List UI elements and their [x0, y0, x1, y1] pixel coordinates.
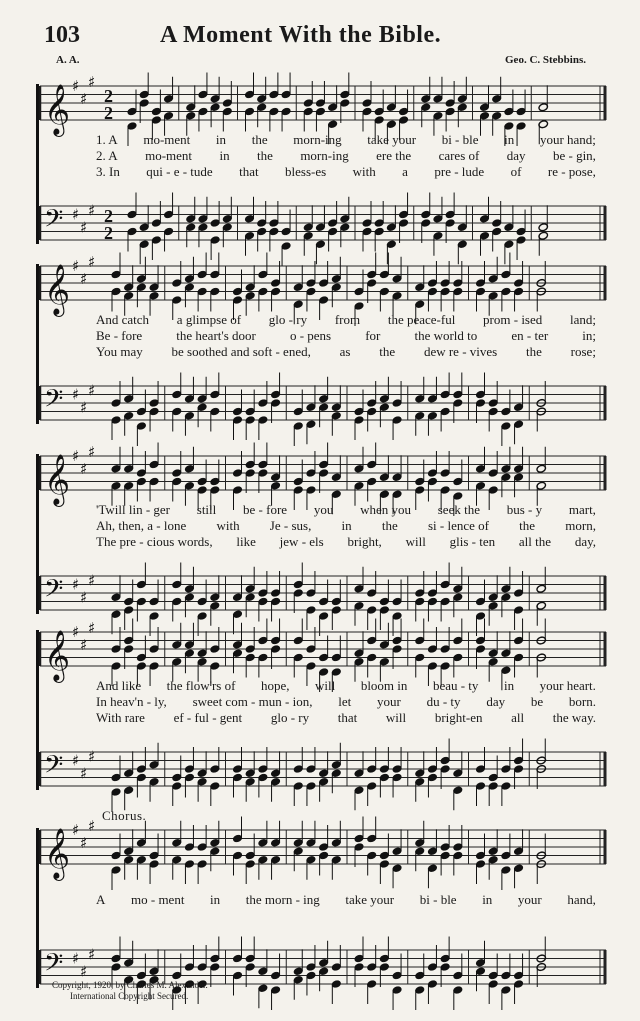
lyric-syllable: when you	[360, 502, 411, 517]
treble-clef-icon: 𝄞	[44, 828, 71, 879]
lyric-syllable: Je - sus,	[269, 518, 312, 533]
lyric-syllable: in	[341, 518, 352, 533]
lyric-line	[96, 502, 596, 517]
copyright-notice	[52, 980, 208, 1002]
key-sharp-icon: ♯	[88, 201, 96, 220]
key-sharp-icon: ♯	[88, 252, 96, 271]
lyric-syllable: in	[482, 892, 493, 907]
lyric-syllable: ere the	[376, 148, 412, 163]
key-sharp-icon: ♯	[80, 764, 88, 783]
lyric-syllable: the	[251, 132, 268, 147]
lyric-syllable: mo - ment	[131, 892, 185, 907]
lyric-syllable: o - pens	[289, 328, 332, 343]
lyric-syllable: in	[503, 678, 515, 693]
time-signature: 2	[104, 86, 113, 106]
key-sharp-icon: ♯	[72, 623, 80, 641]
lyric-syllable: pre - lude	[434, 164, 485, 179]
lyric-syllable: still	[196, 502, 217, 517]
lyric-syllable: And catch	[96, 312, 150, 327]
key-sharp-icon: ♯	[72, 821, 80, 839]
lyric-syllable: let	[338, 694, 352, 709]
key-sharp-icon: ♯	[88, 571, 96, 590]
bass-clef-icon: 𝄢	[44, 384, 64, 420]
treble-staff	[38, 816, 610, 879]
lyric-syllable: your	[517, 892, 542, 907]
lyric-syllable: in;	[582, 328, 596, 343]
lyric-syllable: land;	[570, 312, 596, 327]
lyric-syllable: in	[210, 892, 221, 907]
key-sharp-icon: ♯	[88, 747, 96, 766]
bass-staff	[38, 748, 610, 790]
lyric-syllable: a	[402, 164, 408, 179]
lyric-syllable: morn-ing	[293, 132, 342, 147]
key-sharp-icon: ♯	[88, 442, 96, 461]
lyric-line	[96, 328, 596, 343]
key-sharp-icon: ♯	[72, 77, 80, 95]
lyric-syllable: jew - els	[279, 534, 324, 549]
bass-staff	[38, 202, 610, 244]
lyric-syllable: bus - y	[506, 502, 543, 517]
lyric-syllable: the	[519, 518, 536, 533]
lyric-syllable: that	[337, 710, 358, 725]
treble-clef-icon: 𝄞	[44, 630, 71, 681]
lyric-syllable: the	[381, 518, 398, 533]
lyric-syllable: bloom in	[360, 678, 408, 693]
key-sharp-icon: ♯	[72, 205, 80, 224]
key-sharp-icon: ♯	[80, 398, 88, 417]
key-sharp-icon: ♯	[88, 381, 96, 400]
lyric-syllable: the	[257, 148, 273, 163]
lyric-syllable: your	[376, 694, 401, 709]
lyric-syllable: day	[506, 148, 526, 163]
lyric-syllable: be	[530, 694, 544, 709]
treble-staff	[38, 72, 610, 135]
lyric-syllable: The pre - cious words,	[96, 534, 213, 549]
lyric-syllable: beau - ty	[432, 678, 479, 693]
lyric-syllable: Ah, then, a - lone	[96, 518, 187, 533]
lyric-syllable: the way.	[552, 710, 596, 725]
lyric-syllable: born.	[568, 694, 596, 709]
music-credit: Geo. C. Stebbins.	[505, 54, 586, 66]
key-sharp-icon: ♯	[88, 72, 96, 91]
lyric-line	[96, 344, 596, 359]
lyric-syllable: be - fore	[243, 502, 288, 517]
lyric-syllable: dew re - vives	[423, 344, 498, 359]
lyric-line	[96, 892, 596, 907]
lyric-syllable: glo - ry	[270, 710, 310, 725]
lyric-syllable: With rare	[96, 710, 145, 725]
key-sharp-icon: ♯	[80, 218, 88, 237]
hymn-title: A Moment With the Bible.	[160, 22, 442, 48]
copyright-line: Copyright, 1920, by Charles M. Alexander.	[52, 980, 208, 990]
treble-clef-icon: 𝄞	[44, 84, 71, 135]
lyric-syllable: glo - ry	[268, 312, 308, 327]
lyric-syllable: si - lence of	[427, 518, 489, 533]
lyric-syllable: seek the	[437, 502, 480, 517]
treble-staff	[38, 618, 610, 681]
lyric-syllable: bright-en	[434, 710, 483, 725]
lyric-syllable: glis - ten	[449, 534, 496, 549]
lyric-line	[96, 694, 596, 709]
treble-clef-icon: 𝄞	[44, 264, 71, 315]
lyric-syllable: the	[526, 344, 542, 359]
lyric-syllable: the heart's door	[176, 328, 256, 343]
lyric-syllable: in	[215, 132, 227, 147]
key-sharp-icon: ♯	[80, 588, 88, 607]
lyric-line	[96, 132, 596, 147]
lyric-syllable: in	[504, 132, 515, 147]
lyric-syllable: morn,	[565, 518, 596, 533]
lyric-syllable: with	[352, 164, 376, 179]
lyric-syllable: re - pose,	[547, 164, 596, 179]
lyric-syllable: be soothed and soft - ened,	[171, 344, 311, 359]
lyric-syllable: 2. A	[96, 148, 118, 163]
lyric-syllable: the	[379, 344, 396, 359]
lyric-syllable: morn-ing	[300, 148, 349, 163]
lyric-syllable: You may	[96, 344, 143, 359]
lyric-syllable: day	[486, 694, 506, 709]
time-signature: 2	[104, 103, 113, 123]
lyric-syllable: take your	[345, 892, 395, 907]
lyric-syllable: And like	[96, 678, 142, 693]
lyric-syllable: from	[334, 312, 361, 327]
treble-staff	[38, 442, 610, 505]
lyric-syllable: prom - ised	[483, 312, 543, 327]
bass-clef-icon: 𝄢	[44, 574, 64, 610]
lyric-syllable: your hand;	[539, 132, 596, 147]
key-sharp-icon: ♯	[80, 833, 88, 852]
treble-clef-icon: 𝄞	[44, 454, 71, 505]
key-sharp-icon: ♯	[72, 257, 80, 275]
lyric-syllable: will	[385, 710, 407, 725]
lyric-syllable: with	[216, 518, 240, 533]
key-sharp-icon: ♯	[88, 945, 96, 964]
lyric-syllable: bi - ble	[441, 132, 479, 147]
lyric-syllable: in	[219, 148, 230, 163]
lyric-syllable: like	[236, 534, 256, 549]
key-sharp-icon: ♯	[72, 447, 80, 465]
lyric-syllable: bless-es	[285, 164, 327, 179]
lyric-syllable: In heav'n - ly,	[96, 694, 167, 709]
lyric-syllable: as	[339, 344, 351, 359]
lyric-syllable: of	[510, 164, 522, 179]
lyric-syllable: the flow'rs of	[166, 678, 236, 693]
lyric-syllable: qui - e - tude	[146, 164, 213, 179]
treble-staff	[38, 252, 610, 315]
lyric-syllable: the world to	[414, 328, 478, 343]
key-sharp-icon: ♯	[80, 269, 88, 288]
key-sharp-icon: ♯	[80, 89, 88, 108]
lyric-syllable: bi - ble	[419, 892, 457, 907]
key-sharp-icon: ♯	[88, 618, 96, 637]
lyric-syllable: all	[511, 710, 525, 725]
lyric-line	[96, 148, 596, 163]
lyric-syllable: hope,	[260, 678, 290, 693]
hymn-number: 103	[44, 22, 80, 48]
lyric-line	[96, 312, 596, 327]
lyric-syllable: for	[365, 328, 381, 343]
lyric-syllable: hand,	[567, 892, 596, 907]
lyric-syllable: du - ty	[426, 694, 461, 709]
chorus-label: Chorus.	[102, 808, 147, 823]
lyric-syllable: 'Twill lin - ger	[96, 502, 171, 517]
lyric-syllable: a glimpse of	[176, 312, 242, 327]
time-signature: 2	[104, 206, 113, 226]
lyric-syllable: ef - ful - gent	[173, 710, 243, 725]
key-sharp-icon: ♯	[72, 751, 80, 770]
bass-staff	[38, 572, 610, 614]
copyright-secured-line: International Copyright Secured.	[70, 991, 189, 1001]
lyric-syllable: day,	[574, 534, 596, 549]
lyric-line	[96, 710, 596, 725]
lyric-line	[96, 678, 596, 693]
lyric-line	[96, 518, 596, 533]
lyric-syllable: A	[96, 892, 106, 907]
lyric-syllable: will	[405, 534, 426, 549]
bass-staff	[38, 382, 610, 424]
lyric-syllable: rose;	[570, 344, 596, 359]
lyric-syllable: en - ter	[511, 328, 549, 343]
key-sharp-icon: ♯	[88, 816, 96, 835]
lyric-syllable: take your	[367, 132, 417, 147]
bass-clef-icon: 𝄢	[44, 204, 64, 240]
lyric-syllable: all the	[518, 534, 552, 549]
lyric-line	[96, 534, 596, 549]
key-sharp-icon: ♯	[80, 459, 88, 478]
key-sharp-icon: ♯	[80, 635, 88, 654]
key-sharp-icon: ♯	[72, 949, 80, 968]
lyric-syllable: mo-ment	[145, 148, 193, 163]
lyric-syllable: bright,	[347, 534, 382, 549]
key-sharp-icon: ♯	[72, 385, 80, 404]
lyric-syllable: that	[239, 164, 259, 179]
lyric-syllable: the morn - ing	[245, 892, 320, 907]
lyric-syllable: mart,	[568, 502, 596, 517]
lyric-line	[96, 164, 596, 179]
words-credit: A. A.	[56, 54, 80, 66]
time-signature: 2	[104, 223, 113, 243]
lyric-syllable: mo-ment	[143, 132, 191, 147]
lyric-syllable: 3. In	[96, 164, 120, 179]
lyric-syllable: be - gin,	[552, 148, 596, 163]
lyric-syllable: sweet com - mun - ion,	[192, 694, 313, 709]
key-sharp-icon: ♯	[72, 575, 80, 594]
lyric-syllable: will	[315, 678, 336, 693]
lyric-syllable: your heart.	[539, 678, 596, 693]
bass-clef-icon: 𝄢	[44, 948, 64, 984]
lyric-syllable: the peace-ful	[387, 312, 456, 327]
key-sharp-icon: ♯	[80, 962, 88, 981]
bass-clef-icon: 𝄢	[44, 750, 64, 786]
lyric-syllable: 1. A	[96, 132, 118, 147]
lyric-syllable: Be - fore	[96, 328, 143, 343]
lyric-syllable: you	[313, 502, 334, 517]
lyric-syllable: cares of	[438, 148, 480, 163]
